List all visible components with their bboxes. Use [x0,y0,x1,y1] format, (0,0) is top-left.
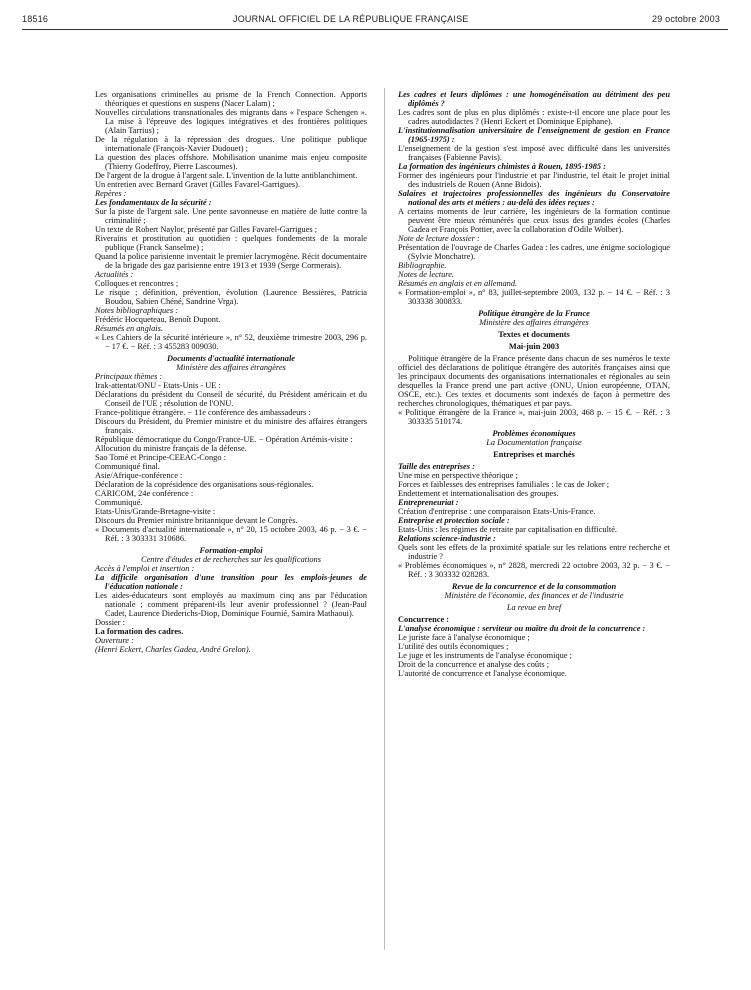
entry-text: De l'argent de la drogue à l'argent sale. L'invention de la lutte antiblanchiment. [95,171,358,180]
entry-heading: Ouverture : [95,636,134,645]
entry-text: L'autorité de concurrence et l'analyse économique. [398,669,567,678]
entry-heading: Salaires et trajectoires professionnelles des ingénieurs du Conservatoire national des arts et métiers : au-delà des idées reçues : [398,189,670,207]
entry-text: France-politique étrangère. − 11e conférence des ambassadeurs : [95,408,311,417]
entry-text: CARICOM, 24e conférence : [95,489,194,498]
entry-text: Former des ingénieurs pour l'industrie et par l'industrie, tel était le projet initial des industriels de Rouen (Anne Bidois). [398,171,670,189]
entry-text: Discours du Premier ministre britannique devant le Congrès. [95,516,298,525]
entry-heading: Taille des entreprises : [398,462,475,471]
issue-date: 29 octobre 2003 [652,14,721,24]
entry-text: Le juge et les instruments de l'analyse économique ; [398,651,572,660]
entry-text: Déclarations du président du Conseil de sécurité, du Président américain et du Conseil de l'UE ; résolution de l'ONU. [95,390,367,408]
entry-text: Le risque ; définition, prévention, évolution (Laurence Bessières, Patricia Boudou, Sabien Chéné, Sandrine Vrga). [95,288,367,306]
entry-heading: Résumés en anglais et en allemand. [398,279,518,288]
entry-text: Droit de la concurrence et analyse des coûts ; [398,660,550,669]
entry-text: A certains moments de leur carrière, les ingénieurs de la formation continue peuvent être mieux rémunérés que ceux issus des grandes écoles (Charles Gadea et François Pottier, avec la collaboration d'Odile Wolber). [398,207,670,234]
section-subheading: Ministère de l'économie, des finances et de l'industrie [444,591,624,600]
entry-text: Irak-attentat/ONU - Etats-Unis - UE : [95,381,221,390]
entry-text: Riverains et prostitution au quotidien : quelques fondements de la morale publique (Franck Sanselme) ; [95,234,367,252]
section-heading: Problèmes économiques [492,429,576,438]
entry-text: Déclaration de la coprésidence des organisations sous-régionales. [95,480,314,489]
page-number: 18516 [22,14,49,24]
entry-heading: Concurrence : [398,615,450,624]
entry-text: Discours du Président, du Premier ministre et du ministre des affaires étrangers français. [95,417,367,435]
entry-text: Forces et faiblesses des entreprises familiales : le cas de Joker ; [398,480,610,489]
entry-heading: Entreprise et protection sociale : [398,516,510,525]
entry-text: Un texte de Robert Naylor, présenté par Gilles Favarel-Garrigues ; [95,225,318,234]
entry-heading: Entrepreneuriat : [398,498,459,507]
entry-heading: Relations science-industrie : [398,534,496,543]
entry-text: Quand la police parisienne inventait le premier lacrymogène. Récit documentaire de la brigade des gaz parisienne entre 1913 et 1939 (Serge Cormerais). [95,252,367,270]
entry-heading: L'analyse économique : serviteur ou maître du droit de la concurrence : [398,624,646,633]
entry-text: « Les Cahiers de la sécurité intérieure », n° 52, deuxième trimestre 2003, 296 p. − 17 €. − Réf. : 3 455283 009030. [95,333,367,351]
section-heading: Revue de la concurrence et de la consommation [451,582,617,591]
entry-heading: Les cadres et leurs diplômes : une homogénéisation au détriment des peu diplômés ? [398,90,670,108]
entry-text: Communiqué final. [95,462,160,471]
entry-text: « Formation-emploi », n° 83, juillet-septembre 2003, 132 p. − 14 €. − Réf. : 3 303338 300833. [398,288,670,306]
entry-heading: Résumés en anglais. [95,324,163,333]
header-rule [22,29,728,30]
entry-heading: Actualités : [95,270,134,279]
issue-heading: Textes et documents [498,330,570,339]
section-heading: Politique étrangère de la France [478,309,590,318]
entry-text: Une mise en perspective théorique ; [398,471,518,480]
section-heading: Documents d'actualité internationale [167,354,295,363]
entry-heading: Notes de lecture. [398,270,454,279]
entry-text: Frédéric Hocqueteau, Benoît Dupont. [95,315,221,324]
entry-heading: La difficile organisation d'une transition pour les emplois-jeunes de l'éducation nationale : [95,573,367,591]
body-paragraph: Politique étrangère de la France présente dans chacun de ses numéros le texte officiel des déclarations de politique étrangère des autorités françaises ainsi que les principaux documents des organisations internationales et régionales au sein desquelles la France prend une part active (ONU, Union européenne, OTAN, OSCE, etc.). Ces textes et documents sont indexés de façon à permettre des recherches chronologiques, thématiques et par pays. [398,354,670,408]
entry-text: Présentation de l'ouvrage de Charles Gadea : les cadres, une énigme sociologique (Sylvie Monchatre). [398,243,670,261]
entry-text: Le juriste face à l'analyse économique ; [398,633,530,642]
entry-text: Dossier : [95,618,125,627]
section-subheading: La revue en bref [506,603,562,612]
left-column [95,90,367,654]
section-heading: Formation-emploi [199,546,263,555]
entry-text: Etats-Unis/Grande-Bretagne-visite : [95,507,216,516]
entry-heading: Les fondamentaux de la sécurité : [95,198,212,207]
entry-heading: La formation des cadres. [95,627,184,636]
right-column [398,90,670,678]
entry-text: Asie/Afrique-conférence : [95,471,183,480]
journal-title: JOURNAL OFFICIEL DE LA RÉPUBLIQUE FRANÇAISE [233,14,469,24]
entry-text: Création d'entreprise : une comparaison Etats-Unis-France. [398,507,596,516]
section-subheading: Centre d'études et de recherches sur les qualifications [141,555,321,564]
entry-heading: Repères : [95,189,127,198]
entry-text: Les cadres sont de plus en plus diplômés : existe-t-il encore une place pour les cadres autodidactes ? (Henri Eckert et Dominique Epiphane). [398,108,670,126]
issue-heading: Mai-juin 2003 [508,342,560,351]
entry-heading: Accès à l'emploi et insertion : [95,564,195,573]
entry-text: République démocratique du Congo/France-UE. − Opération Artémis-visite : [95,435,353,444]
entry-text: L'utilité des outils économiques ; [398,642,509,651]
issue-heading: Entreprises et marchés [493,450,575,459]
entry-text: La question des places offshore. Mobilisation unanime mais enjeu composite (Thierry Godeffroy, Pierre Lascoumes). [95,153,367,171]
entry-heading: (Henri Eckert, Charles Gadea, André Grelon). [95,645,251,654]
entry-text: Etats-Unis : les régimes de retraite par capitalisation en difficulté. [398,525,618,534]
section-subheading: Ministère des affaires étrangères [479,318,589,327]
entry-text: « Documents d'actualité internationale », n° 20, 15 octobre 2003, 46 p. − 3 €. − Réf. : 3 303331 310686. [95,525,367,543]
entry-text: « Politique étrangère de la France », mai-juin 2003, 468 p. − 15 €. − Réf. : 3 303335 510174. [398,408,670,426]
entry-text: Allocution du ministre français de la défense. [95,444,247,453]
entry-text: « Problèmes économiques », n° 2828, mercredi 22 octobre 2003, 32 p. − 3 €. − Réf. : 3 303332 028283. [398,561,670,579]
column-divider [384,88,385,950]
entry-text: Nouvelles circulations transnationales des migrants dans « l'espace Schengen ». La mise à l'épreuve des logiques intégratives et des frontières politiques (Alain Tarrius) ; [95,108,367,135]
entry-text: Un entretien avec Bernard Gravet (Gilles Favarel-Garrigues). [95,180,301,189]
entry-text: Les aides-éducateurs sont employés au maximum cinq ans par l'éducation nationale ; comment préparent-ils leur avenir professionnel ? (Jean-Paul Cadet, Laurence Diederichs-Diop, Dominique Fournié, Samira Mathaoui). [95,591,367,618]
entry-text: L'enseignement de la gestion s'est imposé avec difficulté dans les universités françaises (Fabienne Pavis). [398,144,670,162]
entry-text: Les organisations criminelles au prisme de la French Connection. Apports théoriques et questions en suspens (Nacer Lalam) ; [95,90,367,108]
entry-text: Communiqué. [95,498,143,507]
entry-heading: L'institutionnalisation universitaire de l'enseignement de gestion en France (1965-1975) : [398,126,670,144]
entry-text: De la régulation à la répression des drogues. Une politique publique internationale (François-Xavier Dudouet) ; [95,135,367,153]
entry-heading: Notes bibliographiques : [95,306,178,315]
section-subheading: La Documentation française [486,438,582,447]
entry-heading: La formation des ingénieurs chimistes à Rouen, 1895-1985 : [398,162,606,171]
section-subheading: Ministère des affaires étrangères [176,363,286,372]
entry-heading: Bibliographie. [398,261,447,270]
entry-text: Sur la piste de l'argent sale. Une pente savonneuse en matière de lutte contre la criminalité ; [95,207,367,225]
entry-heading: Note de lecture dossier : [398,234,480,243]
entry-text: Quels sont les effets de la proximité spatiale sur les relations entre recherche et industrie ? [398,543,670,561]
entry-heading: Principaux thèmes : [95,372,163,381]
entry-text: Endettement et internationalisation des groupes. [398,489,559,498]
entry-text: Colloques et rencontres ; [95,279,179,288]
entry-text: Sao Tomé et Principe-CEEAC-Congo : [95,453,226,462]
